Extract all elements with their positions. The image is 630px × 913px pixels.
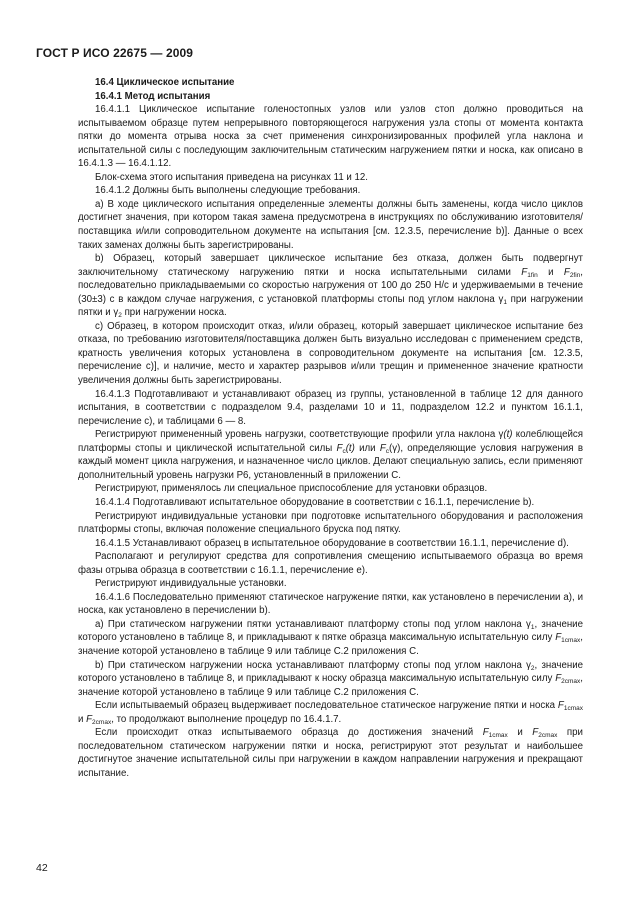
paragraph: Если происходит отказ испытываемого образца до достижения значений $F_{1cmax}$ и $F_{2cmax}$ при последовательном статическом нагружении пятки и носка, регистрируют этот результат и наибольшее достигнутое значение испытательной силы при нагружении в каждом направлении нагружения и прекращают испытание. — [78, 727, 583, 779]
symbol-f1cmax: F — [557, 700, 564, 712]
symbol-gamma1: $\gamma_1$ — [498, 293, 507, 306]
symbol-f2cmax: F — [86, 713, 93, 725]
symbol-f2cmax: F — [555, 673, 562, 685]
section-title: 16.4 Циклическое испытание — [95, 77, 235, 88]
symbol-gamma-t: γ(t) — [498, 429, 513, 441]
list-item-a: а) В ходе циклического испытания определенные элементы должны быть заменены, когда число циклов достигнет значения, при котором такая замена предусмотрена в инструкциях по обслуживанию изготовителя/поставщика и/или сопроводительном документе на испытания [см. 12.3.5, перечисление b)]. Данные о всех таких заменах должны быть зарегистрированы. — [78, 198, 583, 251]
symbol-gamma2: $\gamma_2$ — [113, 307, 122, 320]
paragraph: Регистрируют индивидуальные установки. — [95, 578, 287, 590]
symbol-f1fin: F — [521, 266, 528, 278]
symbol-fc-gamma: $F_c(\gamma)$ — [379, 442, 401, 455]
symbol-f1cmax: F — [482, 727, 489, 739]
symbol-f2fin: F — [563, 266, 570, 278]
list-item-a: а) При статическом нагружении пятки устанавливают платформу стопы под углом наклона $\gamma_1$, значение которого установлено в таблице 8, и прикладывают к пятке образца максимальную испытательную силу $F_{1cmax}$, значение которой установлено в таблице 9 или таблице С.2 приложения С. — [78, 618, 583, 657]
paragraph: Регистрируют индивидуальные установки при подготовке испытательного оборудования и расположения платформы стопы, включая положение специального бруска под пятку. — [78, 510, 583, 536]
list-item-b: b) При статическом нагружении носка устанавливают платформу стопы под углом наклона $\gamma_2$, значение которого установлено в таблице 8, и прикладывают к носку образца максимальную испытательную силу $F_{2cmax}$, значение которой установлено в таблице 9 или таблице С.2 приложения С. — [78, 659, 583, 698]
paragraph: Если испытываемый образец выдерживает последовательное статическое нагружение пятки и носка $F_{1cmax}$ и $F_{2cmax}$, то продолжают выполнение процедур по 16.4.1.7. — [78, 700, 583, 726]
symbol-f1cmax: F — [555, 632, 562, 644]
subsection-title: 16.4.1 Метод испытания — [95, 90, 211, 102]
symbol-gamma2: $\gamma_2$ — [526, 659, 535, 672]
paragraph: Блок-схема этого испытания приведена на рисунках 11 и 12. — [95, 171, 368, 183]
paragraph: 16.4.1.1 Циклическое испытание голеностопных узлов или узлов стоп должно проводиться на испытываемом образце путем непрерывного повторяющегося нагружения узла стопы от момента контакта пятки до момента отрыва носка за счет применения синхронизированных профилей угла наклона и испытательной силы с последующим заключительным статическим нагружением пятки и носка, как описано в 16.4.1.3 — 16.4.1.12. — [78, 104, 583, 170]
paragraph: 16.4.1.5 Устанавливают образец в испытательное оборудование в соответствии 16.1.1, перечисление d). — [95, 537, 569, 549]
symbol-fc-t: $F_c(t)$ — [336, 442, 355, 455]
page-number: 42 — [36, 862, 48, 874]
standard-header: ГОСТ Р ИСО 22675 — 2009 — [36, 46, 194, 60]
paragraph: Располагают и регулируют средства для сопротивления смещению испытываемого образца во время фазы отрыва образца в соответствии с 16.1.1, перечисление е). — [78, 551, 583, 576]
list-item-b: b) Образец, который завершает циклическое испытание без отказа, должен быть подвергнут заключительному статическому нагружению пятки и носка испытательными силами $F_{1fin}$ и $F_{2fin}$, последовательно прикладываемыми со скоростью нагружения от 100 до 250 Н/с и удерживаемыми в течение (30±3) с в каждом случае нагружения, с установкой платформы стопы под углом наклона $\gamma_1$ при нагружении пятки и $\gamma_2$ при нагружении носка. — [78, 253, 583, 320]
list-item-c: с) Образец, в котором происходит отказ, и/или образец, который завершает циклическое испытание без отказа, по требованию изготовителя/поставщика должен быть визуально исследован с применением средств, кратность увеличения которых установлена в сопроводительном документе на испытания [см. 12.3.5, перечисление с)], и наличие, место и характер разрывов и/или трещин и примененное значение кратности увеличения должны быть зарегистрированы. — [78, 320, 583, 387]
symbol-gamma1: $\gamma_1$ — [526, 618, 535, 631]
paragraph: 16.4.1.6 Последовательно применяют статическое нагружение пятки, как установлено в перечислении а), и носка, как установлено в перечислении b). — [78, 591, 583, 617]
paragraph: Регистрируют, применялось ли специальное приспособление для установки образцов. — [95, 483, 488, 495]
symbol-f2cmax: F — [532, 727, 539, 739]
document-body — [78, 76, 583, 780]
paragraph: Регистрируют примененный уровень нагрузки, соответствующие профили угла наклона γ(t) колеблющейся платформы стопы и циклической испытательной силы $F_c(t)$ или $F_c(\gamma)$, определяющие условия нагружения в каждый момент цикла нагружения, и назначенное число циклов. Делают специальную запись, если применяют дополнительный уровень нагрузки Р6, установленный в приложении С. — [78, 429, 583, 481]
paragraph: 16.4.1.4 Подготавливают испытательное оборудование в соответствии с 16.1.1, перечисление b). — [95, 496, 535, 508]
paragraph: 16.4.1.2 Должны быть выполнены следующие требования. — [95, 185, 361, 197]
paragraph: 16.4.1.3 Подготавливают и устанавливают образец из группы, установленной в таблице 12 для данного испытания, в соответствии с подразделом 9.4, разделами 10 и 11, подразделом 12.2 и пунктом 16.1.1, перечисление с), и таблицами 6 — 8. — [78, 388, 583, 427]
